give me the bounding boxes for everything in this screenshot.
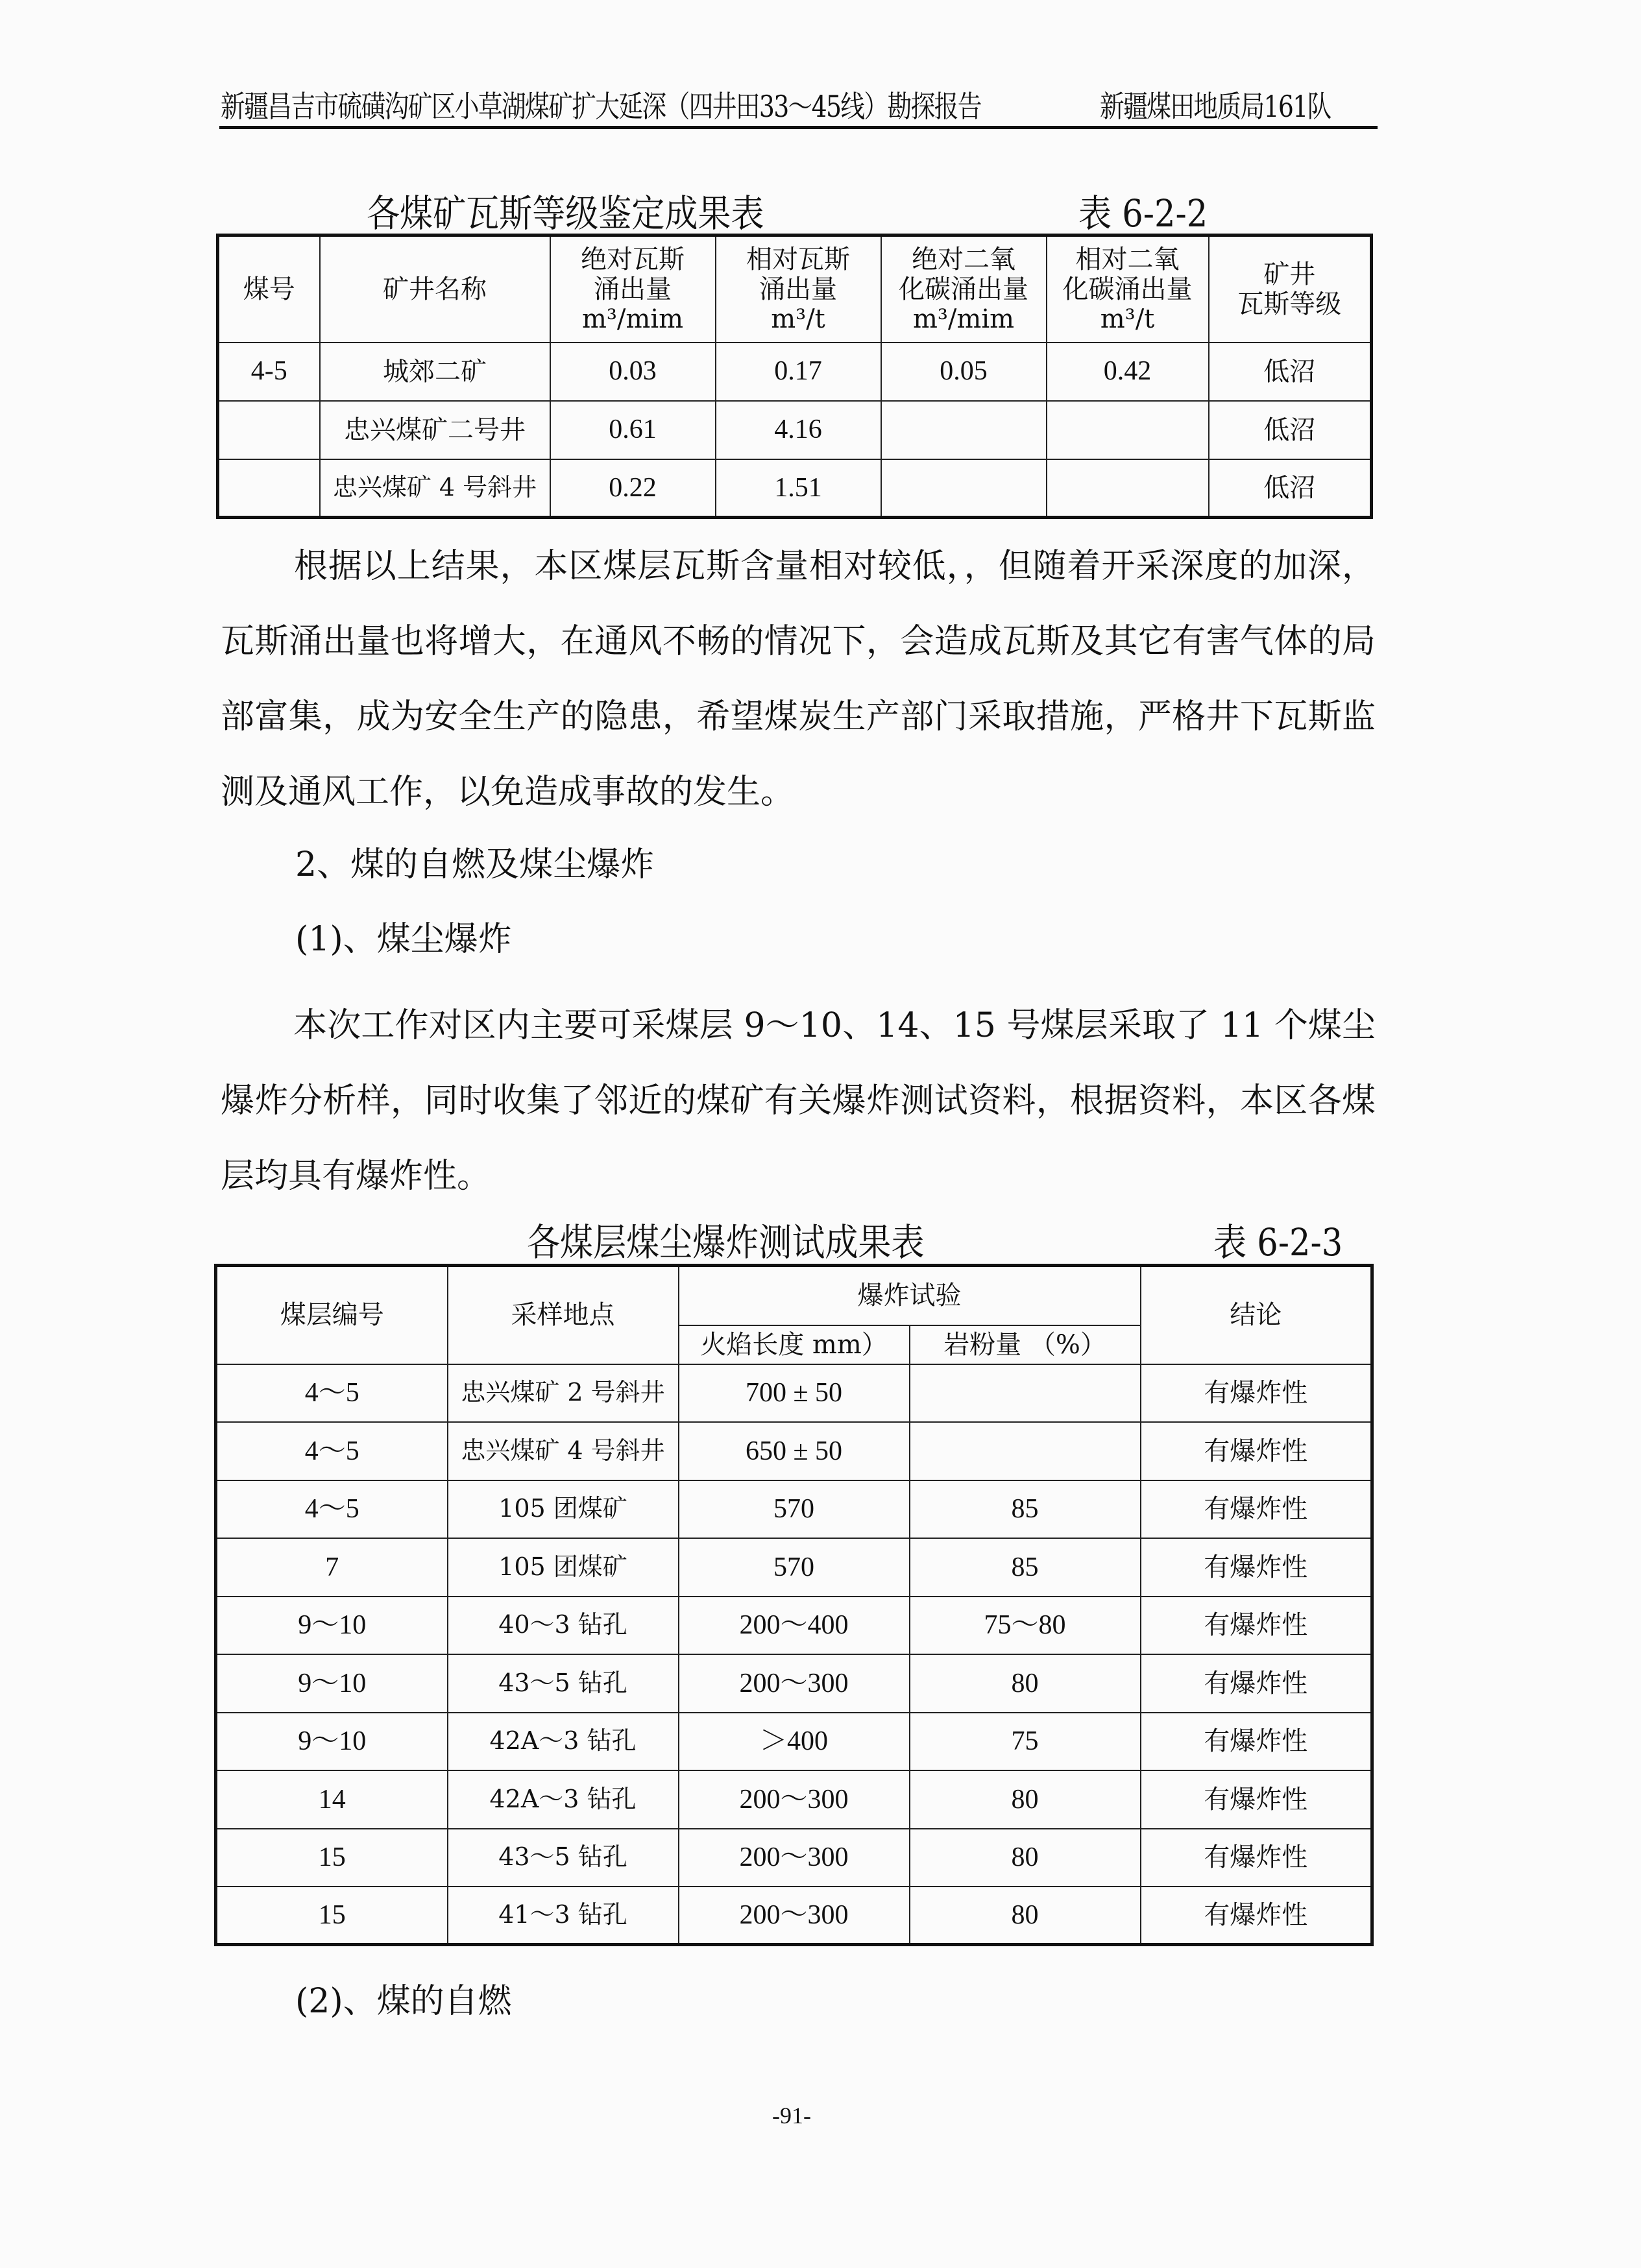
table-cell: 9～10 — [216, 1713, 448, 1771]
table-cell: 200～400 — [679, 1597, 910, 1655]
table-cell: 4-5 — [218, 343, 320, 401]
table-row — [216, 1770, 1372, 1829]
hdr-abs-co2-label: 绝对二氧 化碳涌出量 m³/mim — [899, 244, 1028, 334]
table-row — [216, 1829, 1372, 1887]
table-row — [216, 1654, 1372, 1713]
table2-header-cell: 采样地点 — [448, 1266, 679, 1364]
table-cell: 200～300 — [679, 1654, 910, 1713]
table-cell: 15 — [216, 1829, 448, 1887]
table-cell: 200～300 — [679, 1829, 910, 1887]
table-row — [216, 1480, 1372, 1539]
table-cell: 4～5 — [216, 1422, 448, 1480]
header-rule — [219, 126, 1378, 129]
table-cell: 42A～3 钻孔 — [448, 1713, 679, 1771]
table-cell: 城郊二矿 — [320, 343, 550, 401]
table2-header-row — [216, 1266, 1372, 1325]
table-cell: 忠兴煤矿 4 号斜井 — [448, 1422, 679, 1480]
table-cell — [910, 1422, 1141, 1480]
table2-header-cell: 岩粉量 （%） — [910, 1325, 1141, 1364]
table-cell: 4～5 — [216, 1480, 448, 1539]
subsection-heading: (1)、煤尘爆炸 — [295, 920, 512, 959]
table-cell: 80 — [910, 1770, 1141, 1829]
table-cell: 0.17 — [716, 343, 881, 401]
table-cell: 85 — [910, 1480, 1141, 1539]
table-cell: 80 — [910, 1887, 1141, 1945]
table1-header-cell — [716, 235, 881, 343]
body-paragraph — [221, 529, 1376, 830]
table-cell: 40～3 钻孔 — [448, 1597, 679, 1655]
table-cell: 1.51 — [716, 459, 881, 518]
table2-header-cell: 火焰长度 mm） — [679, 1325, 910, 1364]
table1-header-cell — [1209, 235, 1372, 343]
table-row — [216, 1597, 1372, 1655]
gas-grade-table — [216, 234, 1373, 519]
table-cell: 有爆炸性 — [1141, 1713, 1372, 1771]
table-row — [218, 343, 1372, 401]
section-heading: 2、煤的自燃及煤尘爆炸 — [295, 845, 655, 884]
table2-title: 各煤层煤尘爆炸测试成果表 — [527, 1220, 925, 1264]
table1-header-cell — [1047, 235, 1209, 343]
table-cell: 0.61 — [550, 401, 716, 459]
table-cell: 低沼 — [1209, 459, 1372, 518]
paragraph-text: 本次工作对区内主要可采煤层 9～10、14、15 号煤层采取了 11 个煤尘爆炸分析样，同时收集了邻近的煤矿有关爆炸测试资料，根据资料，本区各煤层均具有爆炸性。 — [221, 1006, 1376, 1196]
table-cell: 有爆炸性 — [1141, 1538, 1372, 1597]
table-cell: 43～5 钻孔 — [448, 1654, 679, 1713]
table-cell: 有爆炸性 — [1141, 1364, 1372, 1423]
table2-header-cell: 煤层编号 — [216, 1266, 448, 1364]
table-cell: 9～10 — [216, 1654, 448, 1713]
table-row — [218, 401, 1372, 459]
table-cell: 80 — [910, 1654, 1141, 1713]
table-row — [216, 1422, 1372, 1480]
table-cell — [1047, 401, 1209, 459]
table-row — [218, 459, 1372, 518]
paragraph-text: 根据以上结果，本区煤层瓦斯含量相对较低，，但随着开采深度的加深，瓦斯涌出量也将增大，在通风不畅的情况下，会造成瓦斯及其它有害气体的局部富集，成为安全生产的隐患，希望煤炭生产部门采取措施，严格井下瓦斯监测及通风工作，以免造成事故的发生。 — [221, 547, 1376, 812]
running-header-org: 新疆煤田地质局161队 — [1100, 89, 1331, 124]
table-cell — [1047, 459, 1209, 518]
table-cell: 41～3 钻孔 — [448, 1887, 679, 1945]
table-cell: 0.05 — [881, 343, 1047, 401]
body-paragraph — [221, 988, 1376, 1214]
table-cell: 570 — [679, 1480, 910, 1539]
table1-number: 表 6-2-2 — [1078, 191, 1208, 235]
table-cell: 85 — [910, 1538, 1141, 1597]
table-cell: 14 — [216, 1770, 448, 1829]
table1-title: 各煤矿瓦斯等级鉴定成果表 — [367, 191, 764, 235]
table-cell: 42A～3 钻孔 — [448, 1770, 679, 1829]
table-cell: 4.16 — [716, 401, 881, 459]
table-cell — [218, 401, 320, 459]
table-cell: 有爆炸性 — [1141, 1480, 1372, 1539]
table2-header-cell: 结论 — [1141, 1266, 1372, 1364]
page-number: -91- — [772, 2103, 811, 2129]
table-cell: 0.42 — [1047, 343, 1209, 401]
table-cell: 0.22 — [550, 459, 716, 518]
table-cell — [881, 401, 1047, 459]
table-cell: 有爆炸性 — [1141, 1654, 1372, 1713]
table2-header-cell: 爆炸试验 — [679, 1266, 1141, 1325]
table-cell: 低沼 — [1209, 401, 1372, 459]
table2-body — [216, 1364, 1372, 1945]
table1-header-cell — [550, 235, 716, 343]
table-cell — [218, 459, 320, 518]
table-cell: 有爆炸性 — [1141, 1597, 1372, 1655]
table-row — [216, 1713, 1372, 1771]
table-row — [216, 1364, 1372, 1423]
table-cell: 200～300 — [679, 1770, 910, 1829]
table-cell: 7 — [216, 1538, 448, 1597]
hdr-abs-gas-label: 绝对瓦斯 涌出量 m³/mim — [581, 244, 685, 334]
table-cell: 9～10 — [216, 1597, 448, 1655]
table-row — [216, 1887, 1372, 1945]
table-row — [216, 1538, 1372, 1597]
table-cell: 有爆炸性 — [1141, 1770, 1372, 1829]
running-header-title: 新疆昌吉市硫磺沟矿区小草湖煤矿扩大延深（四井田33～45线）勘探报告 — [221, 89, 981, 124]
table-cell: 15 — [216, 1887, 448, 1945]
table-cell: 75～80 — [910, 1597, 1141, 1655]
table-cell: 200～300 — [679, 1887, 910, 1945]
table-cell: 4～5 — [216, 1364, 448, 1423]
table-cell: 650 ± 50 — [679, 1422, 910, 1480]
table-cell: 105 团煤矿 — [448, 1480, 679, 1539]
table-cell — [881, 459, 1047, 518]
table-cell: 75 — [910, 1713, 1141, 1771]
table-cell: 700 ± 50 — [679, 1364, 910, 1423]
table-cell: 570 — [679, 1538, 910, 1597]
table-cell: ＞400 — [679, 1713, 910, 1771]
table1-header-row — [218, 235, 1372, 343]
table1-header-cell — [881, 235, 1047, 343]
hdr-rel-co2-label: 相对二氧 化碳涌出量 m³/t — [1062, 244, 1193, 334]
table-cell: 有爆炸性 — [1141, 1422, 1372, 1480]
table-cell: 低沼 — [1209, 343, 1372, 401]
table-cell: 80 — [910, 1829, 1141, 1887]
subsection-heading: (2)、煤的自燃 — [295, 1982, 512, 2021]
table-cell: 43～5 钻孔 — [448, 1829, 679, 1887]
hdr-grade-label: 矿井 瓦斯等级 — [1237, 259, 1342, 319]
table-cell: 有爆炸性 — [1141, 1829, 1372, 1887]
table2-number: 表 6-2-3 — [1213, 1220, 1343, 1264]
table-cell: 忠兴煤矿 4 号斜井 — [320, 459, 550, 518]
table-cell: 忠兴煤矿二号井 — [320, 401, 550, 459]
hdr-rel-gas-label: 相对瓦斯 涌出量 m³/t — [746, 244, 850, 334]
table1-header-cell: 矿井名称 — [320, 235, 550, 343]
table-cell — [910, 1364, 1141, 1423]
table-cell: 忠兴煤矿 2 号斜井 — [448, 1364, 679, 1423]
table-cell: 105 团煤矿 — [448, 1538, 679, 1597]
coal-dust-explosion-table — [214, 1264, 1374, 1946]
table-cell: 0.03 — [550, 343, 716, 401]
table1-header-cell: 煤号 — [218, 235, 320, 343]
table-cell: 有爆炸性 — [1141, 1887, 1372, 1945]
